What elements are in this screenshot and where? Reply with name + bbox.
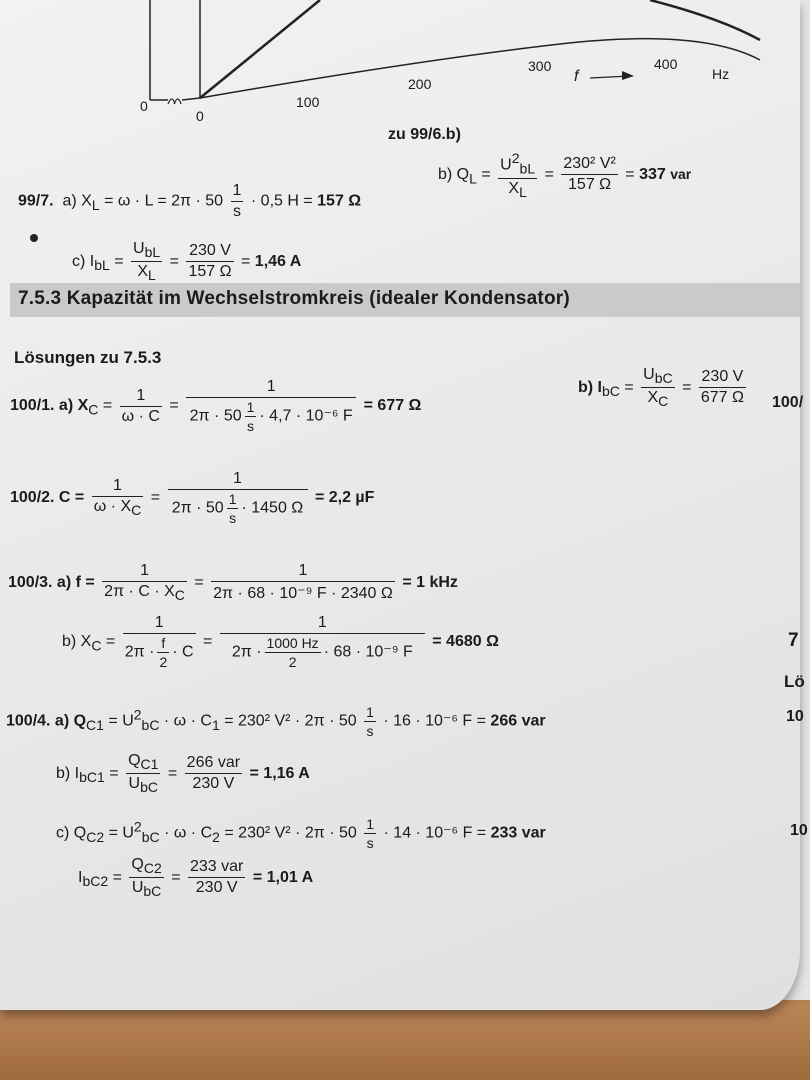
fraction	[129, 856, 163, 899]
den: s	[366, 723, 374, 739]
sub: bC	[141, 828, 160, 845]
den: 2π · C · X	[104, 583, 175, 600]
sub: C	[131, 502, 142, 519]
den: U	[131, 879, 144, 897]
arrowhead-icon	[622, 71, 634, 80]
expr: = 230² V² · 2π · 50	[224, 712, 357, 730]
lhs: b) I	[578, 378, 602, 396]
num: 1	[228, 491, 237, 507]
graph-curve	[650, 0, 760, 40]
eq-99-7b	[438, 150, 691, 200]
section-subtitle: Lösungen zu 7.5.3	[14, 348, 162, 367]
lhs: a) X	[62, 192, 92, 210]
eq-100-4d	[78, 856, 313, 899]
den: X	[137, 263, 149, 281]
eq-100-4c	[56, 816, 546, 851]
tick-x100: 100	[296, 94, 320, 110]
num: 1000 Hz	[266, 635, 319, 651]
tick-y0: 0	[140, 98, 148, 114]
den: ω · X	[93, 498, 132, 516]
den: 230 V	[192, 775, 235, 793]
num: 1	[186, 378, 356, 398]
lhs: c) Q	[56, 824, 87, 842]
den: 2π · 50	[171, 499, 224, 517]
den: 157 Ω	[568, 176, 612, 194]
sub: bC	[140, 779, 158, 796]
result: 266 var	[490, 712, 546, 730]
eq: =	[625, 166, 635, 184]
den: ω · C	[121, 407, 160, 425]
eq-100-4b	[56, 752, 310, 795]
section-title: 7.5.3 Kapazität im Wechselstromkreis (idealer Kondensator)	[18, 288, 570, 309]
eq: =	[167, 764, 178, 782]
sub: bL	[94, 257, 110, 274]
eq: =	[544, 166, 554, 184]
sub: bC	[602, 383, 620, 400]
problem-number: 100/3. a) f =	[8, 573, 95, 591]
result: = 1 kHz	[402, 573, 458, 591]
den: s	[229, 510, 237, 526]
fraction	[220, 614, 425, 670]
eq-100-3b	[62, 614, 499, 670]
eq-100-1a	[10, 378, 421, 434]
next-page-text: 7	[788, 630, 799, 651]
graph-line-xl	[200, 0, 320, 98]
fraction	[364, 816, 376, 851]
tick-x300: 300	[528, 58, 552, 74]
eq: =	[114, 252, 124, 270]
fraction	[168, 470, 308, 526]
next-page-text: 100/	[772, 394, 804, 411]
sub: bC1	[79, 769, 105, 786]
fraction	[231, 182, 244, 221]
result: 337	[639, 166, 666, 184]
sub: L	[91, 196, 100, 213]
sub: L	[519, 183, 527, 200]
sub: bC2	[82, 873, 109, 890]
den: · 4,7 · 10⁻⁶ F	[259, 407, 353, 425]
sub: C	[91, 637, 102, 654]
num: 1	[211, 562, 395, 582]
eq: =	[203, 633, 213, 651]
fraction	[186, 242, 233, 281]
num: 233 var	[188, 858, 245, 878]
sub: L	[148, 267, 156, 284]
fraction	[699, 368, 746, 407]
result: 1,46 A	[254, 252, 302, 270]
num: 1	[231, 182, 244, 202]
den: · C	[172, 643, 194, 661]
fraction	[131, 240, 162, 283]
den: U	[128, 775, 141, 793]
den: s	[232, 203, 241, 220]
den: 2π · 68 · 10⁻⁹ F · 2340 Ω	[213, 585, 393, 603]
sub: bC	[654, 370, 673, 387]
f-label: f	[574, 68, 579, 85]
result: = 1,16 A	[249, 764, 310, 782]
den: 2	[159, 654, 168, 670]
fraction	[211, 562, 395, 603]
eq: =	[171, 868, 181, 886]
sub: C2	[143, 860, 162, 877]
sup: 2	[511, 150, 520, 166]
fraction	[364, 704, 376, 739]
lhs: b) Q	[438, 166, 470, 184]
eq-100-4a	[6, 704, 546, 739]
expr: · ω · C	[163, 712, 212, 730]
problem-number: 100/2. C =	[10, 489, 85, 507]
sub: bL	[519, 160, 536, 177]
eq: =	[624, 378, 634, 396]
expr: · ω · C	[164, 824, 213, 842]
den: X	[508, 179, 520, 197]
sub: C1	[86, 716, 104, 733]
eq-99-7a	[18, 182, 361, 221]
den: s	[366, 835, 374, 851]
next-page-text: 10	[790, 822, 808, 839]
den: 230 V	[195, 879, 238, 897]
fraction	[185, 754, 242, 793]
graph-caption: zu 99/6.b)	[388, 126, 461, 143]
den: · 1450 Ω	[241, 499, 304, 517]
expr: = 230² V² · 2π · 50	[224, 824, 357, 842]
tick-x0: 0	[196, 108, 204, 124]
sub: bL	[144, 244, 161, 261]
num: 230 V	[186, 242, 233, 262]
sub: bC	[141, 716, 160, 733]
lhs: c) I	[72, 252, 95, 270]
fraction	[120, 387, 162, 426]
eq: =	[241, 252, 251, 270]
num: f	[157, 635, 169, 653]
expr: · 0,5 H =	[250, 192, 313, 210]
expr: = U	[108, 824, 134, 842]
eq: =	[169, 252, 179, 270]
graph	[0, 0, 800, 135]
sub: L	[469, 170, 477, 187]
tick-x400: 400	[654, 56, 678, 72]
expr: = ω · L = 2π · 50	[104, 192, 224, 210]
den: · 68 · 10⁻⁹ F	[323, 643, 413, 661]
num: 1	[123, 614, 196, 634]
num: U	[500, 156, 512, 174]
unit-hz: Hz	[712, 66, 730, 82]
eq-99-7c	[72, 240, 301, 283]
eq: =	[169, 397, 179, 415]
num: 1	[120, 387, 162, 407]
result: = 677 Ω	[363, 397, 422, 415]
num: 1	[92, 477, 144, 497]
num: U	[643, 366, 655, 383]
problem-number: 100/4. a) Q	[6, 712, 87, 730]
num: 1	[168, 470, 308, 490]
next-page-text: Lö	[784, 672, 805, 691]
expr: · 14 · 10⁻⁶ F =	[383, 824, 487, 842]
bullet-dot	[30, 234, 38, 242]
fraction	[498, 150, 537, 200]
sup: 2	[133, 818, 142, 835]
eq: =	[102, 397, 113, 415]
eq: =	[481, 166, 491, 184]
eq: =	[112, 868, 122, 886]
sub: bC	[143, 883, 162, 900]
den: 157 Ω	[188, 263, 232, 281]
next-page-text: 10	[786, 708, 804, 725]
eq: =	[682, 378, 692, 396]
fraction	[126, 752, 160, 795]
eq-100-3a	[8, 562, 458, 603]
num: Q	[128, 752, 141, 769]
axis-break-icon	[168, 99, 181, 104]
fraction	[123, 614, 196, 670]
den: 2	[288, 654, 297, 670]
fraction	[186, 378, 356, 434]
num: 1	[366, 816, 375, 832]
eq: =	[109, 764, 119, 782]
num: U	[133, 240, 145, 257]
tick-x200: 200	[408, 76, 432, 92]
result: = 1,01 A	[252, 868, 314, 886]
den: s	[247, 418, 254, 434]
sub: 2	[212, 828, 220, 845]
num: 1	[102, 562, 187, 582]
expr: = U	[108, 712, 134, 730]
num: 1	[366, 704, 374, 720]
num: 266 var	[185, 754, 242, 774]
fraction	[641, 366, 674, 409]
eq-100-2	[10, 470, 374, 526]
problem-number: 99/7.	[18, 192, 54, 210]
sub: C1	[140, 756, 159, 773]
num: 1	[246, 399, 255, 415]
sup: 2	[133, 706, 142, 723]
fraction	[102, 562, 187, 603]
eq: =	[105, 633, 116, 651]
lhs: b) I	[56, 764, 80, 782]
den: X	[647, 389, 659, 407]
sub: 1	[211, 716, 220, 733]
unit: var	[670, 166, 692, 183]
num: 230 V	[699, 368, 746, 388]
result: = 4680 Ω	[432, 633, 499, 651]
result: 157 Ω	[317, 192, 362, 210]
eq-100-1b	[578, 366, 749, 409]
num: 1	[220, 614, 425, 634]
sub: C	[88, 401, 99, 418]
sub: C	[658, 393, 669, 410]
num: 230² V²	[561, 155, 617, 175]
eq: =	[150, 489, 161, 507]
eq: =	[194, 573, 204, 591]
lhs: I	[78, 868, 83, 886]
fraction	[92, 477, 144, 518]
result: 233 var	[490, 824, 546, 842]
expr: · 16 · 10⁻⁶ F =	[383, 712, 486, 730]
sub: C	[174, 587, 185, 604]
den: 2π ·	[231, 643, 262, 661]
fraction	[188, 858, 245, 897]
sub: C2	[86, 828, 105, 845]
den: 2π · 50	[189, 407, 242, 425]
problem-number: 100/1. a) X	[10, 397, 89, 415]
den: 677 Ω	[700, 389, 744, 407]
result: = 2,2 µF	[314, 489, 375, 507]
den: 2π ·	[124, 643, 155, 661]
lhs: b) X	[62, 633, 92, 651]
fraction	[561, 155, 617, 194]
num: Q	[131, 856, 144, 873]
